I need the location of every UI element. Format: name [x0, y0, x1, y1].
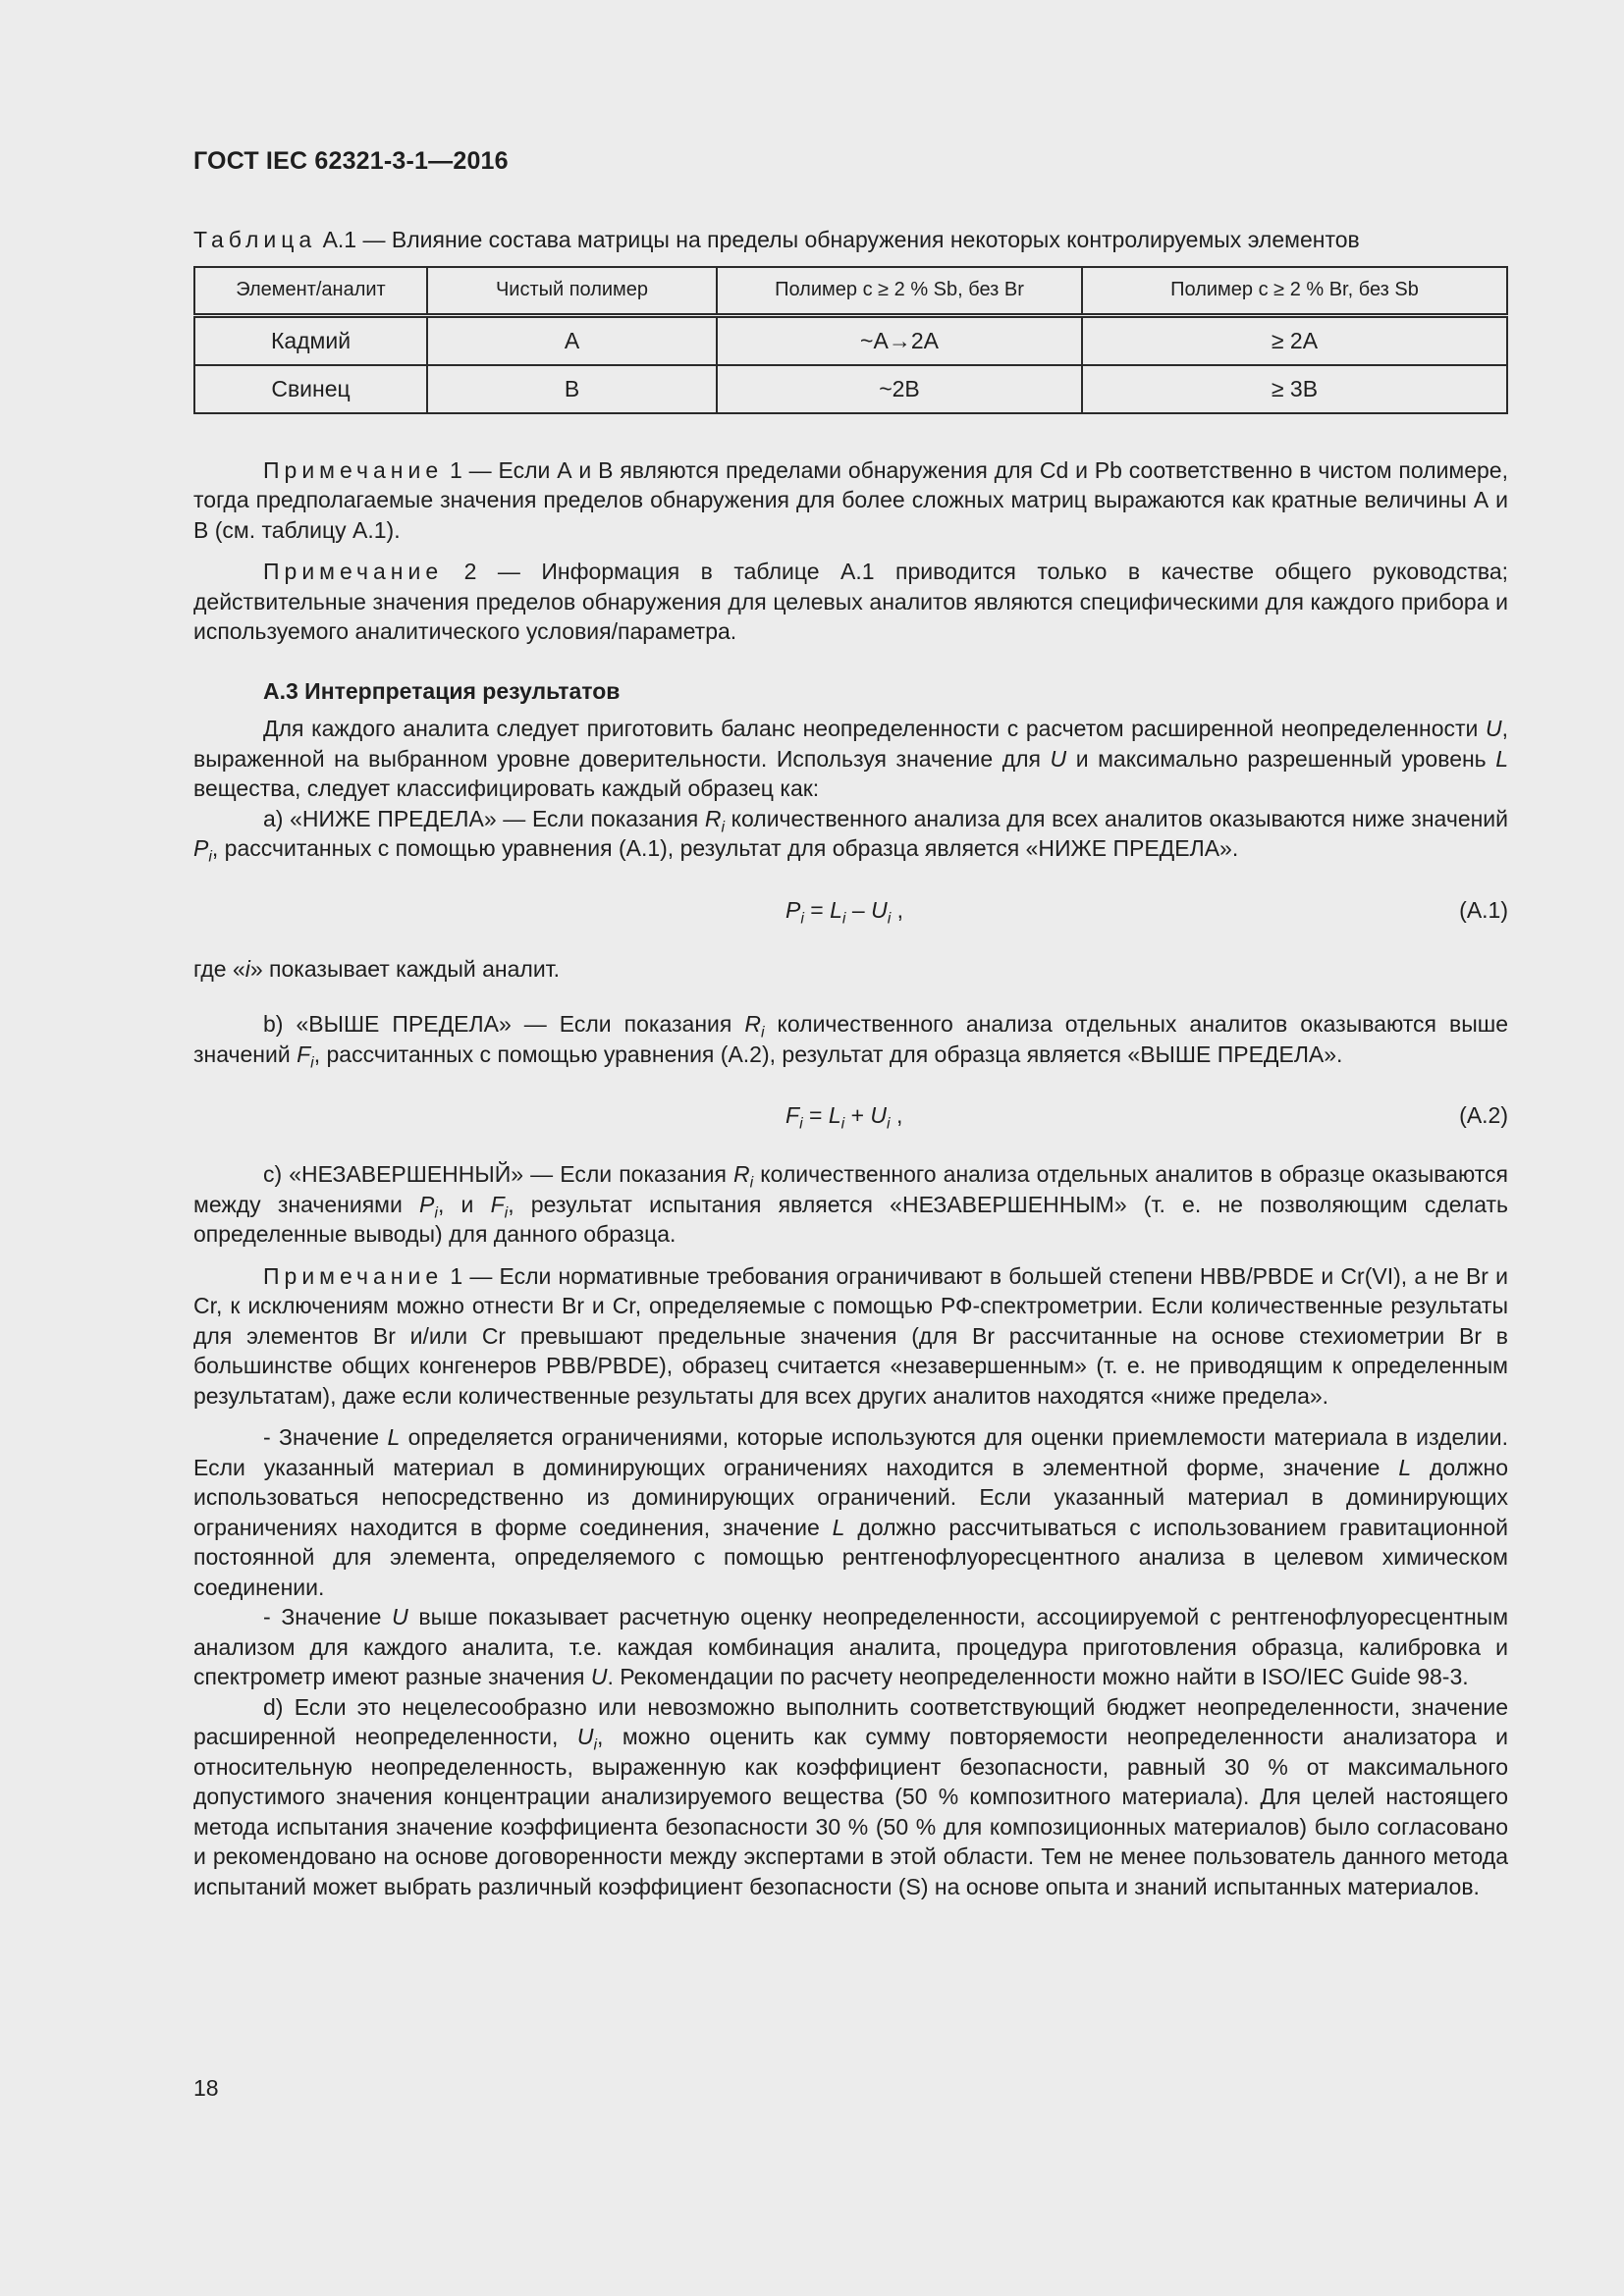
- symbol-U: U: [576, 1724, 594, 1749]
- subscript-i: i: [310, 1054, 314, 1072]
- text-run: - Значение: [263, 1424, 388, 1450]
- text-run: Для каждого аналита следует приготовить баланс неопределенности с расчетом расширенной неопределенности: [263, 716, 1486, 741]
- symbol-P: P: [193, 835, 209, 861]
- subscript-i: i: [593, 1736, 598, 1754]
- text-run: d) Если это нецелесообразно или невозможно выполнить соответствующий бюджет неопределенности, значение расширенной неопределенности,: [193, 1693, 1508, 1749]
- symbol-P: P: [419, 1191, 435, 1217]
- symbol-L: L: [1495, 745, 1508, 772]
- subscript-i: i: [841, 910, 846, 928]
- note-number: 1: [450, 456, 462, 483]
- note-text: — Если А и В являются пределами обнаружения для Cd и Pb соответственно в чистом полимере, тогда предполагаемые значения пределов обнаружения для более сложных матриц выражаются как кратные величины А и В (см. таблицу А.1).: [193, 456, 1508, 543]
- subscript-i: i: [887, 910, 892, 928]
- text-run: » показывает каждый аналит.: [249, 955, 561, 982]
- table-caption-label: Таблица: [193, 227, 317, 252]
- section-title: А.3 Интерпретация результатов: [263, 677, 621, 704]
- table-header-cell: Чистый полимер: [427, 267, 717, 316]
- text-run: количественного анализа отдельных аналитов оказываются выше значений: [193, 1011, 1508, 1067]
- text-run: количественного анализа отдельных аналитов в образце оказываются между значениями: [193, 1161, 1508, 1217]
- table-cell: ≥ 2А: [1082, 315, 1507, 365]
- symbol-R: R: [744, 1011, 761, 1037]
- subscript-i: i: [799, 1115, 803, 1133]
- symbol-U: U: [871, 896, 888, 923]
- equals-sign: =: [802, 1102, 829, 1128]
- table-caption-text: А.1 — Влияние состава матрицы на пределы обнаружения некоторых контролируемых элементов: [322, 227, 1360, 252]
- dash-U-paragraph: [193, 1602, 1508, 1692]
- text-run: , рассчитанных с помощью уравнения (А.2), результат для образца является «ВЫШЕ ПРЕДЕЛА».: [313, 1041, 1343, 1067]
- item-d: [193, 1692, 1508, 1902]
- text-run: где «: [193, 955, 245, 982]
- text-run: и максимально разрешенный уровень: [1066, 745, 1496, 772]
- item-a: [193, 804, 1508, 864]
- table-cell: ~А→2А: [717, 315, 1082, 365]
- document-header: ГОСТ IEC 62321-3-1—2016: [193, 147, 509, 175]
- symbol-L: L: [832, 1514, 845, 1540]
- symbol-U: U: [1050, 745, 1067, 772]
- text-run: выше показывает расчетную оценку неопределенности, ассоциируемой с рентгенофлуоресцентным анализом для каждого аналита, т.е. каждая комбинация аналита, процедура приготовления образца, калибровка и спектрометр имеют разные значения: [193, 1604, 1509, 1689]
- symbol-U: U: [1485, 716, 1502, 741]
- text-run: , и: [437, 1191, 491, 1217]
- text-run: , результат испытания является «НЕЗАВЕРШЕННЫМ» (т. е. не позволяющим сделать определенные выводы) для данного образца.: [193, 1191, 1508, 1247]
- formula-expression: [785, 1100, 902, 1131]
- text-run: определяется ограничениями, которые используются для оценки приемлемости материала в изделии. Если указанный материал в доминирующих ограничениях находится в элементной форме, значение: [193, 1424, 1508, 1480]
- table-cell: ~2В: [717, 365, 1082, 413]
- symbol-R: R: [704, 805, 722, 831]
- table-cell: В: [427, 365, 717, 413]
- note-text: — Информация в таблице А.1 приводится только в качестве общего руководства; действительные значения пределов обнаружения для целевых аналитов являются специфическими для каждого прибора и используемого аналитического условия/параметра.: [193, 559, 1509, 644]
- note-number: 1: [450, 1262, 463, 1289]
- note-text: — Если нормативные требования ограничивают в большей степени HBB/PBDE и Cr(VI), а не Br и Cr, к исключениям можно отнести Br и Cr, определяемые с помощью РФ-спектрометрии. Если количественные результаты для элементов Br и/или Cr превышают предельные значения (для Br рассчитанные на основе стехиометрии Br в большинстве общих конгенеров PBB/PBDE), образец считается «незавершенным» (т. е. не приводящим к определенным результатам), даже если количественные результаты для всех других аналитов находятся «ниже предела».: [193, 1262, 1508, 1409]
- symbol-F: F: [490, 1191, 505, 1217]
- text-run: b) «ВЫШЕ ПРЕДЕЛА» — Если показания: [263, 1011, 745, 1037]
- symbol-U: U: [590, 1664, 608, 1689]
- symbol-i: i: [244, 955, 250, 982]
- note-1: [193, 455, 1508, 546]
- symbol-L: L: [387, 1424, 401, 1450]
- dash-L-paragraph: [193, 1422, 1508, 1602]
- table-cell: Кадмий: [194, 315, 427, 365]
- note-2: [193, 557, 1508, 647]
- section-intro: [193, 714, 1508, 804]
- subscript-i: i: [208, 848, 212, 866]
- table-caption: [193, 225, 1508, 255]
- text-run: должно рассчитываться с использованием гравитационной постоянной для элемента, определяемого с помощью рентгенофлуоресцентного анализа в целевом химическом соединении.: [193, 1514, 1508, 1600]
- table-cell: Свинец: [194, 365, 427, 413]
- page-number: 18: [193, 2075, 219, 2101]
- minus-sign: –: [845, 896, 872, 923]
- subscript-i: i: [800, 910, 804, 928]
- table-row: [194, 365, 1507, 413]
- note-3: [193, 1261, 1508, 1412]
- symbol-R: R: [733, 1161, 750, 1187]
- comma: ,: [890, 1102, 903, 1128]
- text-run: вещества, следует классифицировать каждый образец как:: [193, 775, 820, 801]
- subscript-i: i: [504, 1204, 509, 1222]
- formula-a1: [193, 895, 1508, 928]
- formula-number: (А.2): [1459, 1102, 1508, 1128]
- table-cell: ≥ 3В: [1082, 365, 1507, 413]
- symbol-U: U: [870, 1102, 888, 1128]
- item-b: [193, 1009, 1508, 1072]
- table-header-cell: Полимер с ≥ 2 % Br, без Sb: [1082, 267, 1507, 316]
- table-header-cell: Полимер с ≥ 2 % Sb, без Br: [717, 267, 1082, 316]
- item-c: [193, 1159, 1508, 1250]
- where-line: [193, 954, 1508, 985]
- text-run: , можно оценить как сумму повторяемости неопределенности анализатора и относительную неопределенность, выраженную как коэффициент безопасности, равный 30 % от максимального допустимого значения концентрации анализируемого вещества (50 % композитного материала). Для целей настоящего метода испытания значение коэффициента безопасности 30 % (50 % для композиционных материалов) было согласовано и рекомендовано на основе договоренности между экспертами в этой области. Тем не менее пользователь данного метода испытаний может выбрать различный коэффициент безопасности (S) на основе опыта и знаний испытанных материалов.: [193, 1724, 1509, 1899]
- formula-expression: [785, 895, 903, 926]
- symbol-L: L: [828, 1102, 841, 1128]
- subscript-i: i: [887, 1115, 891, 1133]
- comma: ,: [891, 896, 904, 923]
- text-run: c) «НЕЗАВЕРШЕННЫЙ» — Если показания: [263, 1161, 733, 1187]
- text-run: должно использоваться непосредственно из доминирующих ограничений. Если указанный материал в доминирующих ограничениях находится в форме соединения, значение: [193, 1454, 1508, 1540]
- table-header-cell: Элемент/аналит: [194, 267, 427, 316]
- formula-a2: [193, 1100, 1508, 1133]
- symbol-U: U: [392, 1604, 408, 1629]
- text-run: . Рекомендации по расчету неопределенности можно найти в ISO/IEC Guide 98-3.: [607, 1664, 1469, 1689]
- symbol-L: L: [1398, 1454, 1412, 1480]
- symbol-L: L: [830, 896, 842, 923]
- table-cell: А: [427, 315, 717, 365]
- text-run: , выраженной на выбранном уровне доверительности. Используя значение для: [193, 716, 1508, 772]
- equals-sign: =: [803, 896, 831, 923]
- symbol-F: F: [785, 1102, 800, 1128]
- text-run: , рассчитанных с помощью уравнения (А.1), результат для образца является «НИЖЕ ПРЕДЕЛА».: [211, 835, 1239, 861]
- subscript-i: i: [840, 1115, 845, 1133]
- text-run: количественного анализа для всех аналитов оказываются ниже значений: [725, 805, 1509, 831]
- matrix-influence-table: [193, 266, 1508, 414]
- text-run: a) «НИЖЕ ПРЕДЕЛА» — Если показания: [263, 805, 705, 831]
- note-label: Примечание: [263, 456, 444, 483]
- subscript-i: i: [749, 1174, 754, 1192]
- text-run: - Значение: [263, 1604, 393, 1629]
- formula-number: (А.1): [1459, 896, 1508, 923]
- note-label: Примечание: [263, 1262, 444, 1289]
- symbol-P: P: [785, 896, 801, 923]
- symbol-F: F: [297, 1041, 311, 1067]
- plus-sign: +: [844, 1102, 871, 1128]
- table-row: [194, 315, 1507, 365]
- page-content: [193, 225, 1508, 1901]
- note-label: Примечание: [263, 559, 444, 584]
- subscript-i: i: [760, 1024, 765, 1041]
- note-number: 2: [463, 559, 477, 584]
- table-header-row: [194, 267, 1507, 316]
- subscript-i: i: [434, 1204, 438, 1222]
- subscript-i: i: [721, 819, 726, 836]
